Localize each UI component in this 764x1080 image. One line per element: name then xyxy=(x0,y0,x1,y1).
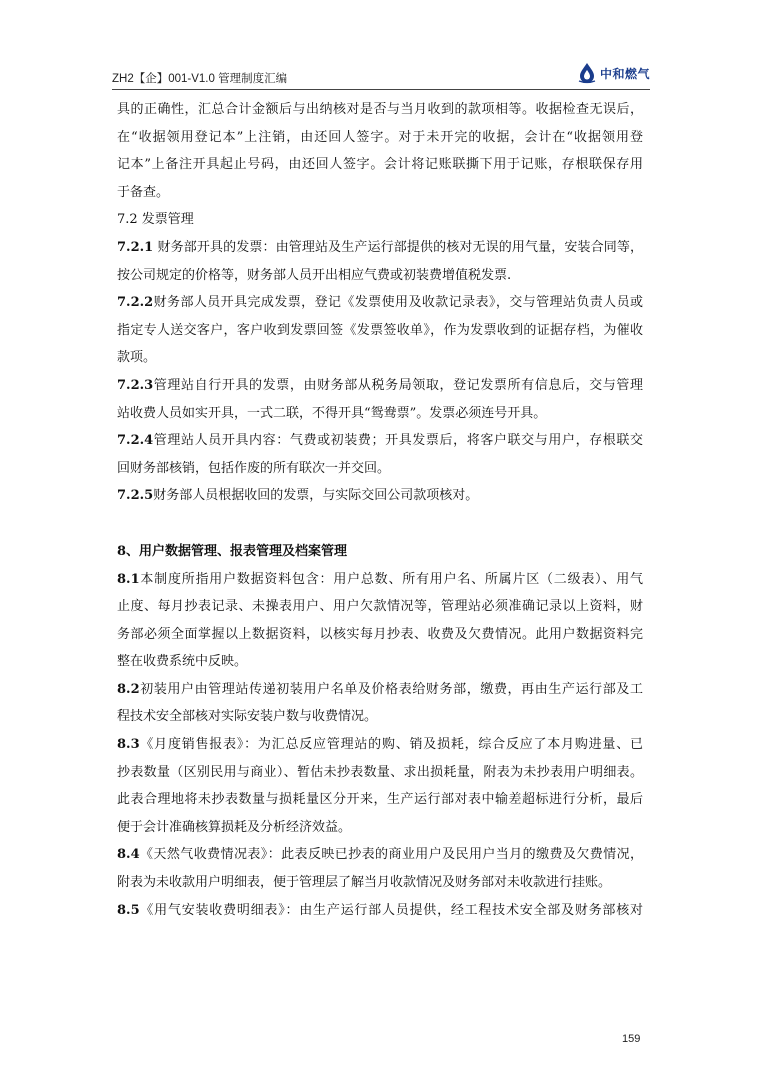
text-line: 回财务部核销，包括作废的所有联次一并交回。 xyxy=(117,460,391,476)
clause-number: 7.2.1 xyxy=(117,239,154,255)
text-line: 8.1本制度所指用户数据资料包含：用户总数、所有用户名、所属片区（二级表）、用气 xyxy=(117,571,643,587)
text-line: 7.2.5财务部人员根据收回的发票，与实际交回公司款项核对。 xyxy=(117,488,479,504)
clause-number: 8.3 xyxy=(117,737,140,753)
text-line: 于备查。 xyxy=(117,184,170,200)
text-line: 记本”上备注开具起止号码，由还回人签字。会计将记账联撕下用于记账，存根联保存用 xyxy=(117,157,643,173)
text-line: 8.3《月度销售报表》：为汇总反应管理站的购、销及损耗，综合反应了本月购进量、已 xyxy=(117,737,643,753)
text-line: 附表为未收款用户明细表，便于管理层了解当月收款情况及财务部对未收款进行挂账。 xyxy=(117,875,612,891)
section-heading: 8、用户数据管理、报表管理及档案管理 xyxy=(117,543,348,559)
text-line: 站收费人员如实开具，一式二联，不得开具“鸳鸯票”。发票必须连号开具。 xyxy=(117,405,547,421)
page-number: 159 xyxy=(622,1033,641,1045)
header-title: ZH2【企】001-V1.0 管理制度汇编 xyxy=(112,73,288,85)
text-line: 7.2.4管理站人员开具内容：气费或初装费；开具发票后，将客户联交与用户，存根联交 xyxy=(117,433,643,449)
text-line: 7.2.1 财务部开具的发票：由管理站及生产运行部提供的核对无误的用气量，安装合同等， xyxy=(117,239,643,255)
clause-number: 7.2.5 xyxy=(117,488,154,504)
clause-number: 7.2.4 xyxy=(117,433,154,449)
text-line: 指定专人送交客户，客户收到发票回签《发票签收单》，作为发票收到的证据存档，为催收 xyxy=(117,322,643,338)
subsection-heading: 7.2 发票管理 xyxy=(117,212,194,228)
text-line: 务部必须全面掌握以上数据资料，以核实每月抄表、收费及欠费情况。此用户数据资料完 xyxy=(117,626,643,642)
text-line: 8.5《用气安装收费明细表》：由生产运行部人员提供，经工程技术安全部及财务部核对 xyxy=(117,902,643,918)
text-line: 在“收据领用登记本”上注销，由还回人签字。对于未开完的收据，会计在“收据领用登 xyxy=(117,129,643,145)
clause-number: 8.5 xyxy=(117,902,140,918)
text-line: 抄表数量（区别民用与商业）、暂估未抄表数量、求出损耗量，附表为未抄表用户明细表。 xyxy=(117,764,643,780)
text-line: 款项。 xyxy=(117,350,157,366)
clause-number: 7.2.3 xyxy=(117,377,154,393)
text-line: 便于会计准确核算损耗及分析经济效益。 xyxy=(117,819,352,835)
text-line: 此表合理地将未抄表数量与损耗量区分开来，生产运行部对表中输差超标进行分析，最后 xyxy=(117,792,643,808)
page-header xyxy=(112,60,650,88)
clause-number: 8.1 xyxy=(117,571,140,587)
text-line: 整在收费系统中反映。 xyxy=(117,654,248,670)
clause-number: 8.4 xyxy=(117,847,140,863)
spacer xyxy=(117,510,643,538)
clause-number: 7.2.2 xyxy=(117,295,154,311)
clause-number: 8.2 xyxy=(117,681,140,697)
document-body xyxy=(117,96,643,924)
text-line: 程技术安全部核对实际安装户数与收费情况。 xyxy=(117,709,378,725)
logo-text: 中和燃气 xyxy=(599,66,650,81)
text-line: 按公司规定的价格等，财务部人员开出相应气费或初装费增值税发票. xyxy=(117,267,512,283)
company-logo xyxy=(577,60,650,86)
text-line: 8.2初装用户由管理站传递初装用户名单及价格表给财务部，缴费，再由生产运行部及工 xyxy=(117,681,643,697)
text-line: 具的正确性，汇总合计金额后与出纳核对是否与当月收到的款项相等。收据检查无误后， xyxy=(117,102,643,117)
flame-drop-icon xyxy=(577,62,597,84)
text-line: 止度、每月抄表记录、未操表用户、用户欠款情况等，管理站必须准确记录以上资料，财 xyxy=(117,599,643,615)
text-line: 8.4《天然气收费情况表》：此表反映已抄表的商业用户及民用户当月的缴费及欠费情况， xyxy=(117,847,643,863)
text-line: 7.2.3管理站自行开具的发票，由财务部从税务局领取，登记发票所有信息后，交与管理 xyxy=(117,377,643,393)
text-line: 7.2.2财务部人员开具完成发票，登记《发票使用及收款记录表》，交与管理站负责人员或 xyxy=(117,295,643,311)
header-divider xyxy=(112,89,650,90)
